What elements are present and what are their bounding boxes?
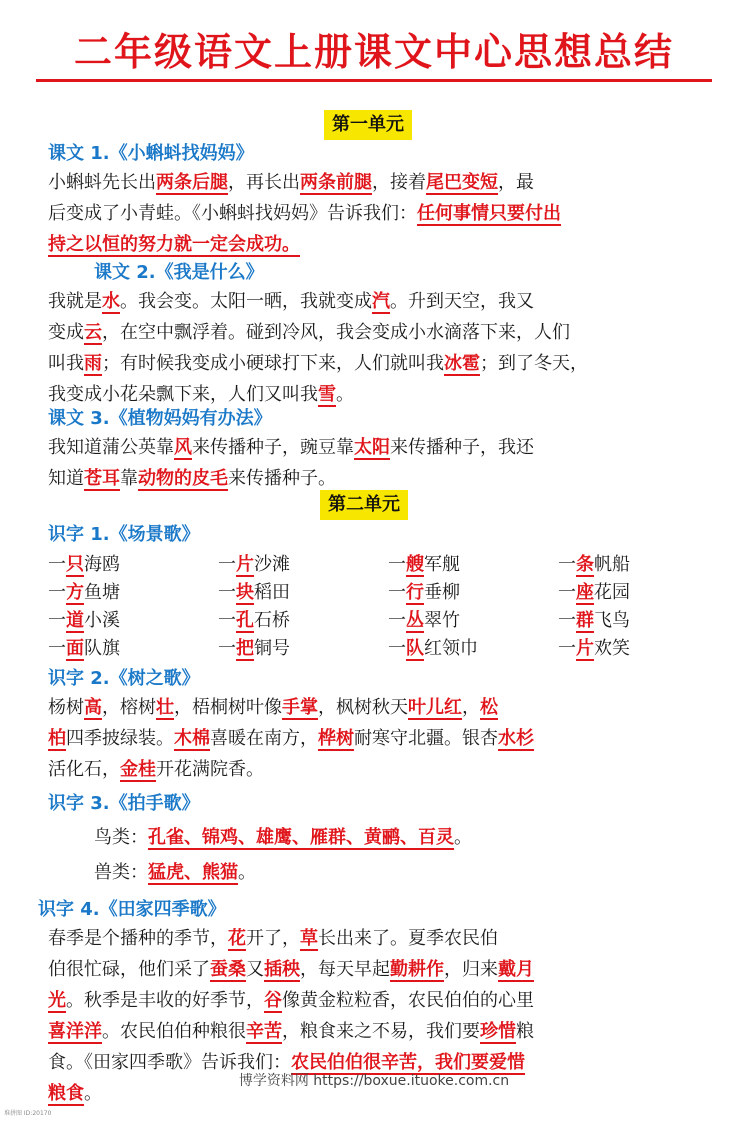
highlighted-text: 两条前腿 (300, 172, 372, 193)
highlighted-text: 谷 (264, 990, 282, 1011)
text-line (48, 985, 534, 1016)
text-segment: 来传播种子。 (228, 468, 336, 489)
text-line (48, 463, 534, 494)
text-line (48, 286, 588, 317)
text-segment: ，枫树秋天 (318, 697, 408, 718)
cell-text: 一 (558, 610, 576, 631)
text-line (48, 198, 561, 229)
title-underline (36, 79, 712, 82)
measure-word-cell (218, 552, 290, 578)
footer-source: 博学资料网 https://boxue.ituoke.com.cn (238, 1073, 510, 1089)
shizi1-heading: 识字 1.《场景歌》 (48, 524, 200, 545)
cell-text: 一 (388, 610, 406, 631)
highlighted-text: 叶儿红 (408, 697, 462, 718)
text-line (48, 229, 561, 260)
shizi4-heading: 识字 4.《田家四季歌》 (38, 899, 226, 920)
text-line (48, 1016, 534, 1047)
cell-text: 花园 (594, 582, 630, 603)
text-segment: 我就是 (48, 291, 102, 312)
cell-text: 一 (48, 582, 66, 603)
highlighted-text: 云 (84, 322, 102, 343)
measure-word-cell (218, 636, 290, 662)
unit-one-label: 第一单元 (324, 110, 412, 140)
text-segment: 像黄金粒粒香，农民伯伯的心里 (282, 990, 534, 1011)
measure-word: 座 (576, 582, 594, 603)
text-line (48, 723, 534, 754)
highlighted-text: 苍耳 (84, 468, 120, 489)
lesson3-heading: 课文 3.《植物妈妈有办法》 (48, 408, 272, 429)
cell-text: 一 (48, 638, 66, 659)
highlighted-text: 水 (102, 291, 120, 312)
measure-word-cell (558, 636, 630, 662)
measure-word: 艘 (406, 554, 424, 575)
watermark: 堆拼图 ID:20170 (4, 1110, 52, 1117)
highlighted-text: 两条后腿 (156, 172, 228, 193)
text-segment: 食。《田家四季歌》告诉我们： (48, 1052, 291, 1073)
text-segment: 耐寒守北疆。银杏 (354, 728, 498, 749)
cell-text: 一 (388, 554, 406, 575)
highlighted-text: 雪 (318, 384, 336, 405)
text-segment: 喜暖在南方， (210, 728, 318, 749)
text-line (48, 692, 534, 723)
highlighted-text: 冰雹 (444, 353, 480, 374)
text-segment: 来传播种子，我还 (390, 437, 534, 458)
cell-text: 一 (48, 554, 66, 575)
measure-word-cell (558, 608, 630, 634)
text-segment: ，再长出 (228, 172, 300, 193)
measure-word-cell (48, 580, 120, 606)
text-segment: 叫我 (48, 353, 84, 374)
text-segment: 杨树 (48, 697, 84, 718)
highlighted-text: 戴月 (498, 959, 534, 980)
highlighted-text: 插秧 (264, 959, 300, 980)
cell-text: 帆船 (594, 554, 630, 575)
measure-word-cell (48, 552, 120, 578)
text-segment: ，最 (498, 172, 534, 193)
measure-word: 方 (66, 582, 84, 603)
text-segment: 。升到天空，我又 (390, 291, 534, 312)
cell-text: 翠竹 (424, 610, 460, 631)
highlighted-text: 蚕桑 (210, 959, 246, 980)
text-segment: 变成 (48, 322, 84, 343)
highlighted-text: 勤耕作 (390, 959, 444, 980)
text-segment: ， (462, 697, 480, 718)
highlighted-text: 壮 (156, 697, 174, 718)
highlighted-text: 辛苦 (246, 1021, 282, 1042)
cell-text: 石桥 (254, 610, 290, 631)
measure-word: 群 (576, 610, 594, 631)
text-segment: ；到了冬天， (480, 353, 588, 374)
lesson1-text (48, 167, 561, 260)
text-line (48, 348, 588, 379)
cell-text: 一 (218, 582, 236, 603)
cell-text: 红领巾 (424, 638, 478, 659)
beasts-end: 。 (238, 862, 256, 883)
cell-text: 一 (218, 638, 236, 659)
highlighted-text: 持之以恒的努力就一定会成功。 (48, 234, 300, 255)
measure-word: 只 (66, 554, 84, 575)
cell-text: 鱼塘 (84, 582, 120, 603)
text-line (48, 754, 534, 785)
highlighted-text: 木棉 (174, 728, 210, 749)
cell-text: 一 (558, 582, 576, 603)
text-line (48, 317, 588, 348)
cell-text: 一 (388, 638, 406, 659)
highlighted-text: 汽 (372, 291, 390, 312)
measure-word: 面 (66, 638, 84, 659)
text-segment: 。农民伯伯种粮很 (102, 1021, 246, 1042)
cell-text: 飞鸟 (594, 610, 630, 631)
highlighted-text: 水杉 (498, 728, 534, 749)
lesson1-heading: 课文 1.《小蝌蚪找妈妈》 (48, 143, 254, 164)
highlighted-text: 喜洋洋 (48, 1021, 102, 1042)
birds-line (94, 822, 472, 853)
measure-word: 行 (406, 582, 424, 603)
highlighted-text: 粮食 (48, 1083, 84, 1104)
text-line (48, 432, 534, 463)
highlighted-text: 风 (174, 437, 192, 458)
text-segment: 知道 (48, 468, 84, 489)
lesson2-heading: 课文 2.《我是什么》 (94, 262, 264, 283)
highlighted-text: 任何事情只要付出 (417, 203, 561, 224)
text-segment: 活化石， (48, 759, 120, 780)
text-segment: 我知道蒲公英靠 (48, 437, 174, 458)
beasts-line (94, 857, 256, 888)
unit-two-label: 第二单元 (320, 490, 408, 520)
birds-list: 孔雀、锦鸡、雄鹰、雁群、黄鹂、百灵 (148, 827, 454, 848)
cell-text: 一 (48, 610, 66, 631)
text-segment: 后变成了小青蛙。《小蝌蚪找妈妈》告诉我们： (48, 203, 417, 224)
page-title: 二年级语文上册课文中心思想总结 (73, 30, 674, 74)
shizi2-text (48, 692, 534, 785)
highlighted-text: 高 (84, 697, 102, 718)
lesson2-text (48, 286, 588, 410)
text-segment: 伯很忙碌，他们采了 (48, 959, 210, 980)
measure-word-cell (48, 636, 120, 662)
measure-word-cell (388, 552, 460, 578)
cell-text: 小溪 (84, 610, 120, 631)
text-line (48, 167, 561, 198)
cell-text: 一 (558, 638, 576, 659)
highlighted-text: 雨 (84, 353, 102, 374)
cell-text: 稻田 (254, 582, 290, 603)
text-line (48, 954, 534, 985)
cell-text: 海鸥 (84, 554, 120, 575)
highlighted-text: 珍惜 (480, 1021, 516, 1042)
text-segment: 。 (84, 1083, 102, 1104)
shizi3-heading: 识字 3.《拍手歌》 (48, 793, 200, 814)
text-segment: ，归来 (444, 959, 498, 980)
measure-word: 道 (66, 610, 84, 631)
text-segment: 长出来了。夏季农民伯 (318, 928, 498, 949)
highlighted-text: 光 (48, 990, 66, 1011)
text-segment: ，在空中飘浮着。碰到冷风，我会变成小水滴落下来，人们 (102, 322, 570, 343)
highlighted-text: 太阳 (354, 437, 390, 458)
cell-text: 一 (558, 554, 576, 575)
highlighted-text: 动物的皮毛 (138, 468, 228, 489)
text-segment: ，榕树 (102, 697, 156, 718)
measure-word: 把 (236, 638, 254, 659)
birds-end: 。 (454, 827, 472, 848)
measure-word-cell (558, 580, 630, 606)
measure-word: 块 (236, 582, 254, 603)
measure-word-cell (558, 552, 630, 578)
measure-word: 丛 (406, 610, 424, 631)
text-segment: 春季是个播种的季节， (48, 928, 228, 949)
measure-word-cell (388, 636, 478, 662)
shizi2-heading: 识字 2.《树之歌》 (48, 668, 200, 689)
cell-text: 队旗 (84, 638, 120, 659)
birds-label: 鸟类： (94, 827, 148, 848)
measure-word: 队 (406, 638, 424, 659)
text-segment: 开花满院香。 (156, 759, 264, 780)
text-segment: 来传播种子，豌豆靠 (192, 437, 354, 458)
highlighted-text: 手掌 (282, 697, 318, 718)
measure-word-cell (218, 608, 290, 634)
cell-text: 军舰 (424, 554, 460, 575)
cell-text: 垂柳 (424, 582, 460, 603)
cell-text: 铜号 (254, 638, 290, 659)
text-segment: 。秋季是丰收的好季节， (66, 990, 264, 1011)
highlighted-text: 草 (300, 928, 318, 949)
cell-text: 沙滩 (254, 554, 290, 575)
text-segment: 小蝌蚪先长出 (48, 172, 156, 193)
text-segment: 开了， (246, 928, 300, 949)
text-segment: ，粮食来之不易，我们要 (282, 1021, 480, 1042)
measure-word-cell (48, 608, 120, 634)
highlighted-text: 花 (228, 928, 246, 949)
measure-word: 片 (236, 554, 254, 575)
text-line (48, 923, 534, 954)
measure-word: 孔 (236, 610, 254, 631)
cell-text: 一 (218, 554, 236, 575)
text-segment: 。 (336, 384, 354, 405)
measure-word: 条 (576, 554, 594, 575)
highlighted-text: 农民伯伯很辛苦，我们要爱惜 (291, 1052, 525, 1073)
text-segment: 四季披绿装。 (66, 728, 174, 749)
cell-text: 一 (218, 610, 236, 631)
text-segment: 。我会变。太阳一晒，我就变成 (120, 291, 372, 312)
cell-text: 一 (388, 582, 406, 603)
highlighted-text: 尾巴变短 (426, 172, 498, 193)
text-segment: ，梧桐树叶像 (174, 697, 282, 718)
text-segment: ，每天早起 (300, 959, 390, 980)
highlighted-text: 柏 (48, 728, 66, 749)
measure-word-cell (218, 580, 290, 606)
measure-word-cell (388, 608, 460, 634)
highlighted-text: 松 (480, 697, 498, 718)
measure-word: 片 (576, 638, 594, 659)
highlighted-text: 桦树 (318, 728, 354, 749)
lesson3-text (48, 432, 534, 494)
text-segment: 靠 (120, 468, 138, 489)
cell-text: 欢笑 (594, 638, 630, 659)
text-segment: ；有时候我变成小硬球打下来，人们就叫我 (102, 353, 444, 374)
beasts-label: 兽类： (94, 862, 148, 883)
text-segment: 又 (246, 959, 264, 980)
text-segment: 粮 (516, 1021, 534, 1042)
text-segment: 我变成小花朵飘下来，人们又叫我 (48, 384, 318, 405)
beasts-list: 猛虎、熊猫 (148, 862, 238, 883)
highlighted-text: 金桂 (120, 759, 156, 780)
text-segment: ，接着 (372, 172, 426, 193)
measure-word-cell (388, 580, 460, 606)
